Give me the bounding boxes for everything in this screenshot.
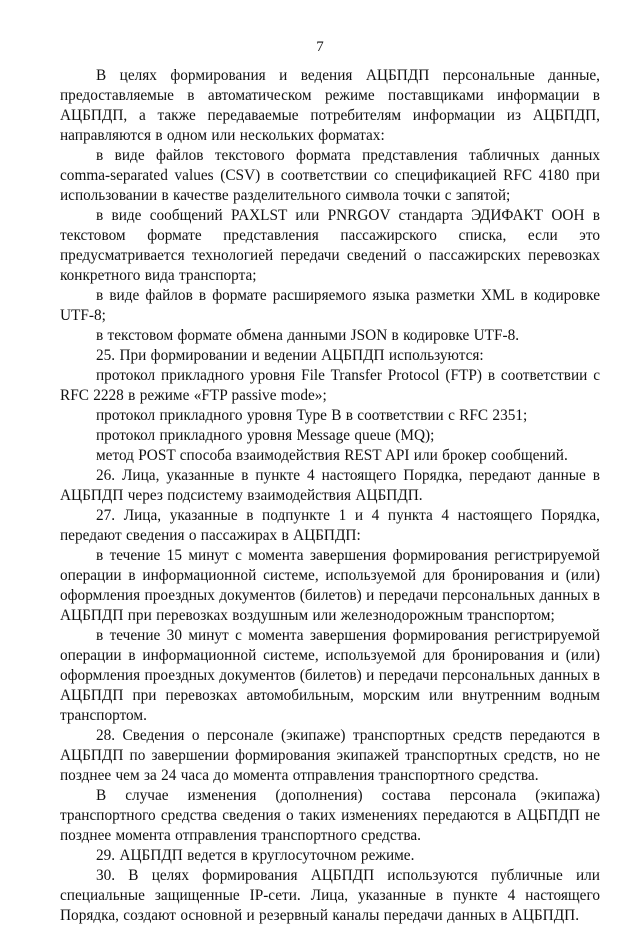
paragraph-csv-format: в виде файлов текстового формата представления табличных данных comma-separated values (CSV) в соответствии со спецификацией RFC 4180 при использовании в качестве разделительного символа точки с запятой; <box>60 147 600 204</box>
paragraph-ftp-protocol: протокол прикладного уровня File Transfer Protocol (FTP) в соответствии с RFC 2228 в режиме «FTP passive mode»; <box>60 367 600 404</box>
paragraph-15-minutes: в течение 15 минут с момента завершения формирования регистрируемой операции в информационной системе, используемой для бронирования и (или) оформления проездных документов (билетов) и передачи персональных данных в АЦБПДП при перевозках воздушным или железнодорожным транспортом; <box>60 547 600 624</box>
paragraph-item-28: 28. Сведения о персонале (экипаже) транспортных средств передаются в АЦБПДП по завершении формирования экипажей транспортных средств, но не позднее чем за 24 часа до момента отправления транспортного средства. <box>60 727 600 784</box>
page-number: 7 <box>316 39 324 55</box>
paragraph-item-30: 30. В целях формирования АЦБПДП используются публичные или специальные защищенные IP-сети. Лица, указанные в пункте 4 настоящего Порядка, создают основной и резервный каналы передачи данных в АЦБПДП. <box>60 867 600 924</box>
paragraph-typeb-protocol: протокол прикладного уровня Type B в соответствии с RFC 2351; <box>96 407 528 424</box>
paragraph-item-27: 27. Лица, указанные в подпункте 1 и 4 пункта 4 настоящего Порядка, передают сведения о пассажирах в АЦБПДП: <box>60 507 600 544</box>
document-body <box>60 66 600 926</box>
paragraph-item-25: 25. При формировании и ведении АЦБПДП используются: <box>96 347 484 364</box>
paragraph-xml-format: в виде файлов в формате расширяемого языка разметки XML в кодировке UTF-8; <box>60 287 600 324</box>
paragraph-json-format: в текстовом формате обмена данными JSON в кодировке UTF-8. <box>96 327 520 344</box>
paragraph-edifact-format: в виде сообщений PAXLST или PNRGOV стандарта ЭДИФАКТ ООН в текстовом формате представления пассажирского списка, если это предусматривается технологией передачи сведений о пассажирских перевозках конкретного вида транспорта; <box>60 207 600 284</box>
paragraph-mq-protocol: протокол прикладного уровня Message queue (MQ); <box>96 427 435 444</box>
paragraph-crew-changes: В случае изменения (дополнения) состава персонала (экипажа) транспортного средства сведения о таких изменениях передаются в АЦБПДП не позднее момента отправления транспортного средства. <box>60 787 600 844</box>
paragraph-item-29: 29. АЦБПДП ведется в круглосуточном режиме. <box>96 847 415 864</box>
paragraph-rest-method: метод POST способа взаимодействия REST API или брокер сообщений. <box>96 447 568 464</box>
paragraph-30-minutes: в течение 30 минут с момента завершения формирования регистрируемой операции в информационной системе, используемой для бронирования и (или) оформления проездных документов (билетов) и передачи персональных данных в АЦБПДП при перевозках автомобильным, морским или внутренним водным транспортом. <box>60 627 600 724</box>
paragraph-item-26: 26. Лица, указанные в пункте 4 настоящего Порядка, передают данные в АЦБПДП через подсистему взаимодействия АЦБПДП. <box>60 467 600 504</box>
paragraph-formats-intro: В целях формирования и ведения АЦБПДП персональные данные, предоставляемые в автоматическом режиме поставщиками информации в АЦБПДП, а также передаваемые потребителям информации из АЦБПДП, направляются в одном или нескольких форматах: <box>60 67 600 144</box>
